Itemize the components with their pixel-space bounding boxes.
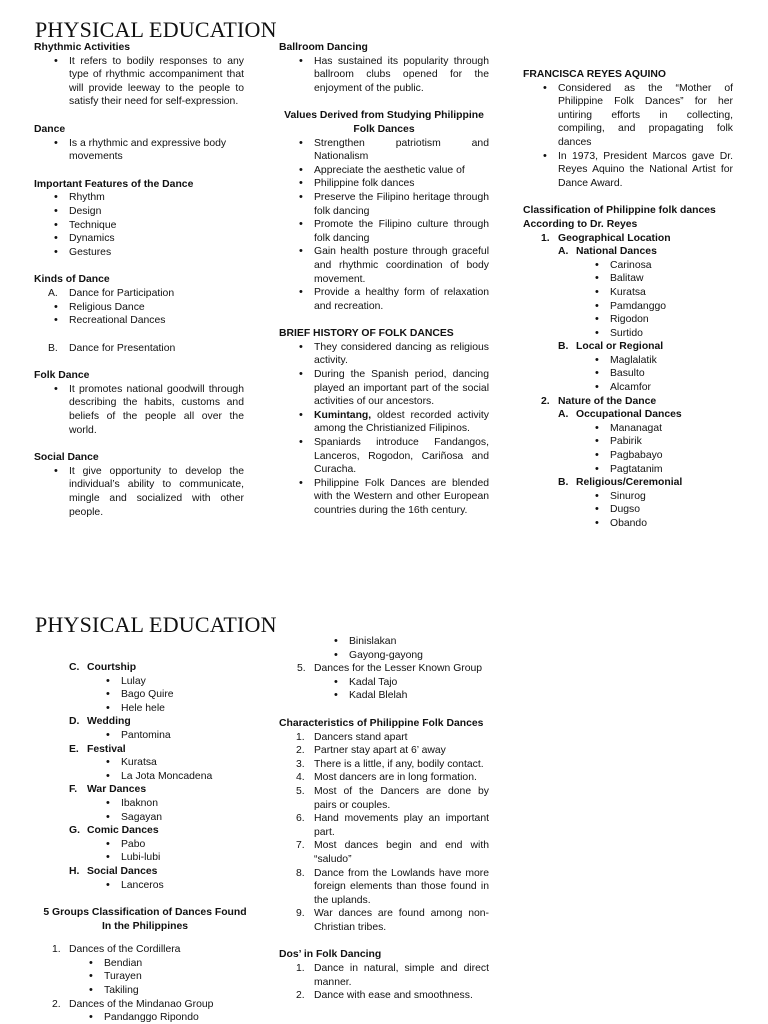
list-item: 1. Dancers stand apart — [314, 731, 489, 745]
courtship-list — [34, 675, 256, 716]
list-item: 5. Most of the Dancers are done by pairs or couples. — [314, 785, 489, 812]
heading-values-derived: Values Derived from Studying Philippine Folk Dances — [284, 110, 484, 135]
list-item: • Has sustained its popularity through ballroom clubs opened for the enjoyment of the public. — [314, 55, 489, 96]
group-wedding — [34, 715, 256, 729]
kinds-a-list — [34, 301, 244, 328]
list-item: • Mananagat — [610, 422, 733, 436]
list-item: • Strengthen patriotism and Nationalism — [314, 137, 489, 164]
page-2 — [0, 600, 768, 1024]
characteristics-list — [279, 731, 489, 935]
list-item: • Philippine Folk Dances are blended with the Western and other European countries during the 16th century. — [314, 477, 489, 518]
list-item: • Ibaknon — [121, 797, 256, 811]
folk-list — [34, 383, 244, 437]
nature-label: Nature of the Dance — [558, 395, 657, 407]
list-item: • Hele hele — [121, 702, 256, 716]
national-list — [523, 259, 733, 341]
list-item: • Considered as the “Mother of Philippine Folk Dances” for her untiring efforts in collecting, compiling, and propagating folk dances — [558, 82, 733, 150]
heading-rhythmic-activities: Rhythmic Activities — [34, 42, 131, 53]
dos-list — [279, 962, 489, 1003]
religious-label: Religious/Ceremonial — [576, 477, 683, 489]
list-item: • Promote the Filipino culture through folk dancing — [314, 218, 489, 245]
list-item: • Pamdanggo — [610, 300, 733, 314]
column-3 — [523, 68, 733, 531]
kinds-b-marker: B. — [48, 342, 58, 354]
heading-five-groups: 5 Groups Classification of Dances Found In the Philippines — [43, 907, 247, 932]
group-label: Dances of the Cordillera — [69, 944, 181, 956]
religious-ceremonial — [523, 476, 733, 490]
geo-label: Geographical Location — [558, 232, 671, 244]
list-item: • It refers to bodily responses to any type of rhythmic accompaniment that will provide leeway to the people to satisfy their need for self-expression. — [69, 55, 244, 109]
group-number: 1. — [52, 944, 61, 956]
history-list — [279, 341, 489, 518]
nature-marker: 2. — [541, 395, 550, 407]
features-list — [34, 191, 244, 259]
group-label: Dances for the Lesser Known Group — [314, 663, 483, 675]
list-item: • Kuratsa — [610, 286, 733, 300]
group-social-dances — [34, 865, 256, 879]
kinds-b — [34, 342, 244, 356]
list-item: • Recreational Dances — [69, 314, 244, 328]
list-item: • Alcamfor — [610, 381, 733, 395]
list-item: • Preserve the Filipino heritage through folk dancing — [314, 191, 489, 218]
list-item: • Takiling — [104, 984, 256, 998]
continued-list — [279, 635, 489, 662]
list-item: • Pabirik — [610, 435, 733, 449]
list-item: • Gayong-gayong — [349, 649, 489, 663]
mindanao-list — [34, 1011, 256, 1024]
list-item: • Bago Quire — [121, 688, 256, 702]
list-item: • Design — [69, 205, 244, 219]
kinds-a-marker: A. — [48, 287, 58, 299]
group-marker: H. — [69, 865, 80, 877]
religious-marker: B. — [558, 477, 569, 489]
group-label: Festival — [87, 743, 126, 755]
list-item: • Rigodon — [610, 313, 733, 327]
war-dances-list — [34, 797, 256, 824]
kinds-b-label: Dance for Presentation — [69, 342, 176, 354]
list-item: • Religious Dance — [69, 301, 244, 315]
cordillera-list — [34, 957, 256, 998]
list-item: • Kuratsa — [121, 756, 256, 770]
five-groups-1 — [34, 943, 256, 957]
list-item: • Gain health posture through graceful and rhythmic coordination of body movement. — [314, 245, 489, 286]
heading-important-features: Important Features of the Dance — [34, 178, 194, 190]
rhythmic-list — [34, 55, 244, 109]
local-regional — [523, 340, 733, 354]
list-item: • Lanceros — [121, 879, 256, 893]
local-label: Local or Regional — [576, 341, 664, 353]
column-1 — [34, 41, 244, 519]
group-marker: C. — [69, 662, 80, 673]
group-number: 2. — [52, 998, 61, 1010]
kumintang-term: Kumintang, — [314, 409, 372, 421]
occupational-marker: A. — [558, 409, 569, 421]
heading-brief-history: BRIEF HISTORY OF FOLK DANCES — [279, 328, 454, 340]
group-marker: G. — [69, 825, 80, 837]
list-item: • Kadal Blelah — [349, 689, 489, 703]
list-item: • Binislakan — [349, 635, 489, 649]
list-item: • Appreciate the aesthetic value of — [314, 164, 489, 178]
list-item: • Pagbabayo — [610, 449, 733, 463]
aquino-list — [523, 82, 733, 191]
heading-kinds-of-dance: Kinds of Dance — [34, 274, 110, 286]
list-item: • Kadal Tajo — [349, 676, 489, 690]
list-item: • During the Spanish period, dancing played an important part of the social activities of our ancestors. — [314, 368, 489, 409]
group-marker: F. — [69, 784, 78, 796]
list-item: 2. Dance with ease and smoothness. — [314, 989, 489, 1003]
list-item: • Provide a healthy form of relaxation and recreation. — [314, 286, 489, 313]
group-courtship — [34, 661, 256, 675]
list-item: • It give opportunity to develop the individual’s ability to communicate, mingle and socialized with other people. — [69, 465, 244, 519]
group-marker: D. — [69, 716, 80, 728]
five-groups-2 — [34, 998, 256, 1012]
group-label: Wedding — [87, 716, 131, 728]
kinds-a-label: Dance for Participation — [69, 287, 175, 299]
lesser-known-list — [279, 676, 489, 703]
list-item: • Obando — [610, 517, 733, 531]
list-item: • In 1973, President Marcos gave Dr. Reyes Aquino the National Artist for Dance Award. — [558, 150, 733, 191]
page-title: PHYSICAL EDUCATION — [35, 17, 277, 42]
list-item: • Sinurog — [610, 490, 733, 504]
group-label: Social Dances — [87, 865, 158, 877]
heading-francisca-reyes-aquino: FRANCISCA REYES AQUINO — [523, 69, 666, 80]
list-item: 7. Most dances begin and end with “saludo” — [314, 839, 489, 866]
list-item: • Philippine folk dances — [314, 177, 489, 191]
heading-folk-dance: Folk Dance — [34, 370, 90, 382]
national-marker: A. — [558, 246, 569, 258]
list-item: • Gestures — [69, 246, 244, 260]
heading-dos-in-folk-dancing: Dos’ in Folk Dancing — [279, 949, 382, 961]
list-item: 3. There is a little, if any, bodily contact. — [314, 758, 489, 772]
list-item: • Pagtatanim — [610, 463, 733, 477]
religious-list — [523, 490, 733, 531]
wedding-list — [34, 729, 256, 743]
list-item: • Rhythm — [69, 191, 244, 205]
column-2 — [279, 635, 489, 1003]
column-2 — [279, 41, 489, 518]
group-festival — [34, 743, 256, 757]
list-item: • Spaniards introduce Fandangos, Lanceros, Rogodon, Cariñosa and Curacha. — [314, 436, 489, 477]
group-label: Courtship — [87, 662, 137, 673]
list-item: • Surtido — [610, 327, 733, 341]
national-dances — [523, 245, 733, 259]
list-item: • Pantomina — [121, 729, 256, 743]
heading-social-dance: Social Dance — [34, 452, 99, 464]
heading-dance: Dance — [34, 123, 66, 135]
group-war-dances — [34, 783, 256, 797]
geo-marker: 1. — [541, 232, 550, 244]
ballroom-list — [279, 55, 489, 96]
list-item: • Pandanggo Ripondo — [104, 1011, 256, 1024]
list-item: • Turayen — [104, 970, 256, 984]
group-label: Comic Dances — [87, 825, 159, 837]
list-item: 4. Most dancers are in long formation. — [314, 771, 489, 785]
list-item: • Lubi-lubi — [121, 851, 256, 865]
geo-location — [523, 232, 733, 246]
kinds-a — [34, 287, 244, 301]
page-title: PHYSICAL EDUCATION — [35, 612, 277, 637]
festival-list — [34, 756, 256, 783]
heading-ballroom-dancing: Ballroom Dancing — [279, 42, 368, 53]
list-item: • Sagayan — [121, 811, 256, 825]
list-item: • Bendian — [104, 957, 256, 971]
list-item: 6. Hand movements play an important part. — [314, 812, 489, 839]
values-list — [279, 137, 489, 314]
five-groups-5 — [279, 662, 489, 676]
list-item: • La Jota Moncadena — [121, 770, 256, 784]
list-item: • Carinosa — [610, 259, 733, 273]
comic-dances-list — [34, 838, 256, 865]
occupational-dances — [523, 408, 733, 422]
list-item: • Basulto — [610, 367, 733, 381]
group-comic-dances — [34, 824, 256, 838]
list-item: • Pabo — [121, 838, 256, 852]
list-item: • Balitaw — [610, 272, 733, 286]
occupational-label: Occupational Dances — [576, 409, 682, 421]
group-number: 5. — [297, 663, 306, 675]
list-item: • Is a rhythmic and expressive body movements — [69, 137, 244, 164]
local-marker: B. — [558, 341, 569, 353]
list-item: • Dugso — [610, 503, 733, 517]
list-item: • Dynamics — [69, 232, 244, 246]
group-label: Dances of the Mindanao Group — [69, 998, 214, 1010]
heading-classification: Classification of Philippine folk dances According to Dr. Reyes — [523, 205, 716, 230]
list-item: • They considered dancing as religious activity. — [314, 341, 489, 368]
column-1 — [34, 661, 256, 1024]
heading-characteristics: Characteristics of Philippine Folk Dances — [279, 717, 484, 729]
list-item: • Technique — [69, 219, 244, 233]
occupational-list — [523, 422, 733, 476]
dance-groups — [34, 661, 256, 892]
list-item — [314, 409, 489, 436]
local-list — [523, 354, 733, 395]
list-item: 2. Partner stay apart at 6’ away — [314, 744, 489, 758]
list-item: • Lulay — [121, 675, 256, 689]
list-item: 9. War dances are found among non-Christian tribes. — [314, 907, 489, 934]
list-item: 1. Dance in natural, simple and direct manner. — [314, 962, 489, 989]
group-label: War Dances — [87, 784, 147, 796]
group-marker: E. — [69, 743, 79, 755]
list-item: 8. Dance from the Lowlands have more foreign elements than those found in the uplands. — [314, 867, 489, 908]
list-item: • Maglalatik — [610, 354, 733, 368]
kumintang-text: oldest recorded activity among the Christianized Filipinos. — [314, 409, 489, 435]
social-list — [34, 465, 244, 519]
nature-of-dance — [523, 395, 733, 409]
list-item: • It promotes national goodwill through describing the habits, customs and beliefs of the people all over the world. — [69, 383, 244, 437]
social-dances-list — [34, 879, 256, 893]
dance-list — [34, 137, 244, 164]
national-label: National Dances — [576, 246, 657, 258]
